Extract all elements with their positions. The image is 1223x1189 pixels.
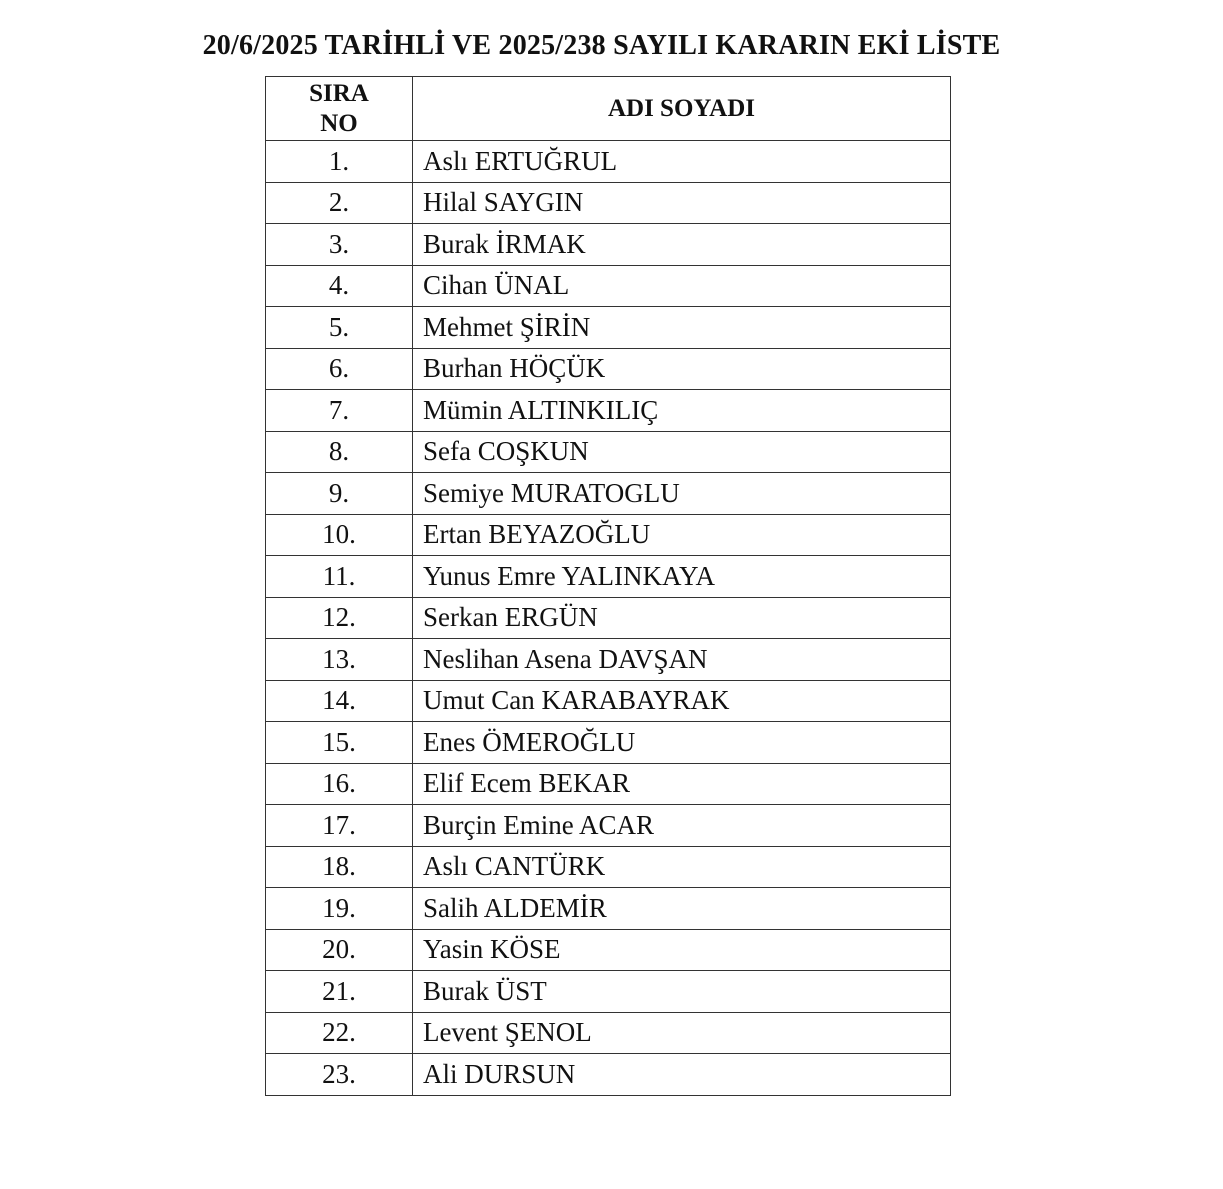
table-row <box>266 473 951 515</box>
row-full-name: Burak İRMAK <box>413 224 951 266</box>
table-row <box>266 639 951 681</box>
row-number: 20. <box>266 929 413 971</box>
table-row <box>266 182 951 224</box>
table-row <box>266 431 951 473</box>
table-row <box>266 971 951 1013</box>
column-header-sira-no <box>266 77 413 141</box>
row-number: 7. <box>266 390 413 432</box>
row-full-name: Burçin Emine ACAR <box>413 805 951 847</box>
column-header-sira: SIRA <box>309 79 369 107</box>
row-number: 3. <box>266 224 413 266</box>
row-number: 12. <box>266 597 413 639</box>
row-full-name: Semiye MURATOGLU <box>413 473 951 515</box>
row-number: 2. <box>266 182 413 224</box>
table-row <box>266 141 951 183</box>
table-row <box>266 763 951 805</box>
row-number: 18. <box>266 846 413 888</box>
row-full-name: Mehmet ŞİRİN <box>413 307 951 349</box>
row-number: 1. <box>266 141 413 183</box>
row-number: 11. <box>266 556 413 598</box>
table-row <box>266 307 951 349</box>
table-row <box>266 265 951 307</box>
row-full-name: Elif Ecem BEKAR <box>413 763 951 805</box>
table-row <box>266 224 951 266</box>
row-full-name: Hilal SAYGIN <box>413 182 951 224</box>
row-full-name: Ali DURSUN <box>413 1054 951 1096</box>
table-row <box>266 805 951 847</box>
row-full-name: Mümin ALTINKILIÇ <box>413 390 951 432</box>
table-row <box>266 846 951 888</box>
table-header-row <box>266 77 951 141</box>
table-row <box>266 1012 951 1054</box>
row-number: 21. <box>266 971 413 1013</box>
table-row <box>266 348 951 390</box>
table-row <box>266 390 951 432</box>
row-full-name: Levent ŞENOL <box>413 1012 951 1054</box>
row-full-name: Cihan ÜNAL <box>413 265 951 307</box>
row-full-name: Burak ÜST <box>413 971 951 1013</box>
table-row <box>266 722 951 764</box>
row-number: 14. <box>266 680 413 722</box>
row-full-name: Umut Can KARABAYRAK <box>413 680 951 722</box>
table-row <box>266 929 951 971</box>
row-full-name: Aslı ERTUĞRUL <box>413 141 951 183</box>
row-number: 13. <box>266 639 413 681</box>
row-number: 19. <box>266 888 413 930</box>
table-row <box>266 556 951 598</box>
row-number: 17. <box>266 805 413 847</box>
row-full-name: Burhan HÖÇÜK <box>413 348 951 390</box>
row-number: 9. <box>266 473 413 515</box>
column-header-no: NO <box>320 109 358 137</box>
row-full-name: Yasin KÖSE <box>413 929 951 971</box>
table-row <box>266 1054 951 1096</box>
personnel-list-table <box>265 76 951 1096</box>
row-number: 4. <box>266 265 413 307</box>
document-title: 20/6/2025 TARİHLİ VE 2025/238 SAYILI KARARIN EKİ LİSTE <box>202 30 1001 61</box>
table-row <box>266 680 951 722</box>
row-full-name: Yunus Emre YALINKAYA <box>413 556 951 598</box>
row-full-name: Serkan ERGÜN <box>413 597 951 639</box>
row-full-name: Aslı CANTÜRK <box>413 846 951 888</box>
row-full-name: Ertan BEYAZOĞLU <box>413 514 951 556</box>
row-number: 5. <box>266 307 413 349</box>
row-full-name: Sefa COŞKUN <box>413 431 951 473</box>
row-number: 10. <box>266 514 413 556</box>
row-full-name: Salih ALDEMİR <box>413 888 951 930</box>
table-body <box>266 141 951 1096</box>
row-number: 16. <box>266 763 413 805</box>
row-number: 6. <box>266 348 413 390</box>
row-full-name: Neslihan Asena DAVŞAN <box>413 639 951 681</box>
row-full-name: Enes ÖMEROĞLU <box>413 722 951 764</box>
table-row <box>266 888 951 930</box>
row-number: 23. <box>266 1054 413 1096</box>
row-number: 15. <box>266 722 413 764</box>
table-row <box>266 597 951 639</box>
row-number: 8. <box>266 431 413 473</box>
column-header-adi-soyadi: ADI SOYADI <box>413 77 951 141</box>
table-row <box>266 514 951 556</box>
row-number: 22. <box>266 1012 413 1054</box>
